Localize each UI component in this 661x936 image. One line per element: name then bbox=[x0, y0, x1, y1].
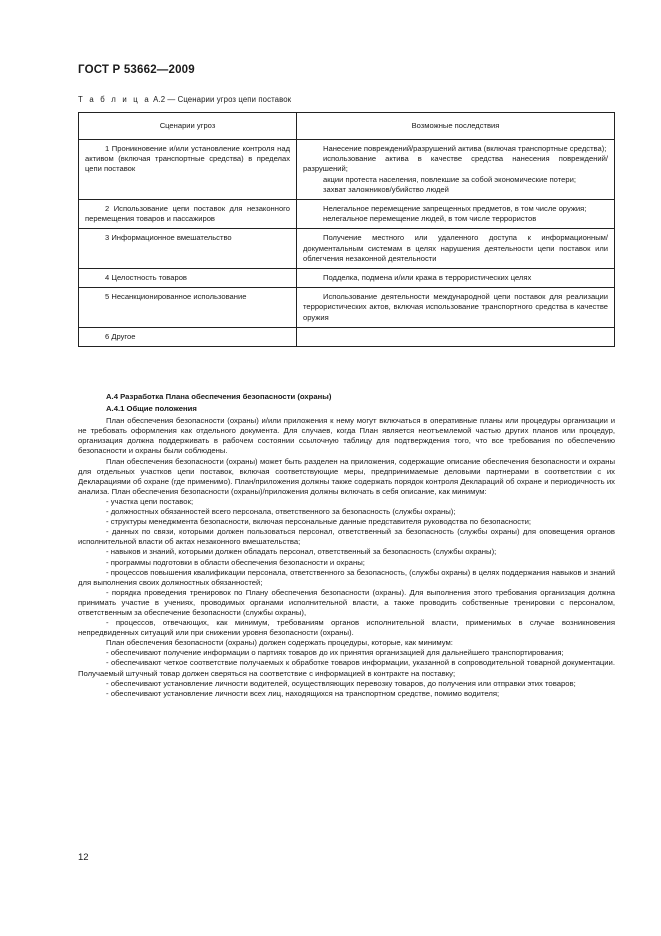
consequence-item: акции протеста населения, повлекшие за собой экономические потери; bbox=[323, 174, 576, 184]
list-item: - структуры менеджмента безопасности, включая персональные данные представителя руководства по безопасности; bbox=[106, 517, 532, 527]
table-header-row bbox=[79, 113, 615, 140]
list-item: - обеспечивают четкое соответствие получаемых к обработке товаров информации, указанной в сопроводительной товарной документации. Получаемый штучный товар должен сверяться на соответствие с информацией в контракте на поставку; bbox=[78, 658, 615, 678]
section-body bbox=[78, 392, 615, 699]
list-item: - должностных обязанностей всего персонала, ответственного за безопасность (службы охраны); bbox=[106, 507, 456, 517]
scenario-cell: 4 Целостность товаров bbox=[79, 269, 297, 288]
list-item: - навыков и знаний, которыми должен обладать персонал, ответственный за безопасность (службы охраны); bbox=[106, 547, 497, 557]
section-subheading: А.4.1 Общие положения bbox=[106, 404, 197, 414]
table-row bbox=[79, 140, 615, 200]
table-row bbox=[79, 269, 615, 288]
consequence-item: захват заложников/убийство людей bbox=[323, 184, 449, 194]
table-caption-label: Т а б л и ц а bbox=[78, 95, 151, 104]
consequences-cell bbox=[297, 200, 615, 229]
list-item: - процессов, отвечающих, как минимум, требованиям органов исполнительной власти, применимых в случае возникновения непредвиденных ситуаций или при снижении уровня безопасности (охраны). bbox=[78, 618, 615, 638]
document-header: ГОСТ Р 53662—2009 bbox=[78, 64, 195, 76]
consequence-item: Нанесение повреждений/разрушений актива (включая транспортные средства); bbox=[323, 144, 607, 153]
list-item: - процессов повышения квалификации персонала, ответственного за безопасность, (службы охраны) в целях поддержания навыков и знаний для выполнения своих должностных обязанностей; bbox=[78, 567, 615, 587]
page-number: 12 bbox=[78, 852, 89, 863]
consequences-cell bbox=[297, 288, 615, 328]
list-item: - порядка проведения тренировок по Плану обеспечения безопасности (охраны). Для выполнения этого требования организация должна принимать участие в учениях, проводимых органами исполнительной власти, а также проводить собственные тренировки с персоналом, ответственным за обеспечение безопасности (службы охраны), bbox=[78, 587, 615, 617]
consequence-item: Использование деятельности международной цепи поставок для реализации террористических актов, включая использование транспортного средства в качестве оружия bbox=[303, 292, 608, 322]
paragraph: План обеспечения безопасности (охраны) может быть разделен на приложения, содержащие описание обеспечения безопасности и охраны для отдельных участков цепи поставок, включая соответствующие меры, предпринимаемые деловыми партнерами в соответствии с их Декларациями об охране (где применимо). План/приложения должны также содержать порядок контроля Деклараций об охране и периодичность их анализа. План обеспечения безопасности (охраны)/приложения должны включать в себя описание, как минимум: bbox=[78, 456, 615, 496]
table-row bbox=[79, 200, 615, 229]
scenario-cell: 6 Другое bbox=[79, 327, 297, 346]
list-item: - обеспечивают установление личности всех лиц, находящихся на транспортном средстве, помимо водителя; bbox=[106, 688, 500, 698]
table-row bbox=[79, 229, 615, 269]
consequences-cell bbox=[297, 327, 615, 346]
consequence-item: Получение местного или удаленного доступа к информационным/документальным системам в целях нарушения деятельности цепи поставок или облегчения незаконной деятельности bbox=[303, 233, 608, 263]
scenario-cell: 5 Несанкционированное использование bbox=[79, 288, 297, 328]
list-item: - обеспечивают установление личности водителей, осуществляющих перевозку товаров, до получения или отправки этих товаров; bbox=[106, 678, 576, 688]
column-header-consequences: Возможные последствия bbox=[297, 113, 615, 140]
paragraph: План обеспечения безопасности (охраны) и/или приложения к нему могут включаться в оперативные планы или процедуры организации и не требовать оформления как отдельного документа. Для случаев, когда План является неотъемлемой частью других планов или процедур, организация должна поддерживать в рабочем состоянии ссылочную таблицу для подтверждения того, что все требования по обеспечению безопасности и охраны были соблюдены. bbox=[78, 416, 615, 456]
consequence-item: использование актива в качестве средства нанесения повреждений/разрушений; bbox=[303, 154, 608, 174]
list-item: - обеспечивают получение информации о партиях товаров до их принятия организацией для дальнейшего транспортирования; bbox=[106, 648, 564, 658]
section-heading: А.4 Разработка Плана обеспечения безопасности (охраны) bbox=[106, 392, 332, 401]
table-caption bbox=[78, 95, 291, 104]
paragraph: План обеспечения безопасности (охраны) должен содержать процедуры, которые, как минимум: bbox=[106, 638, 453, 648]
consequence-item: Подделка, подмена и/или кража в террористических целях bbox=[323, 273, 532, 283]
consequence-item: нелегальное перемещение людей, в том числе террористов bbox=[323, 214, 537, 224]
scenario-cell: 2 Использование цепи поставок для незаконного перемещения товаров и пассажиров bbox=[79, 200, 297, 229]
list-item: - участка цепи поставок; bbox=[106, 496, 194, 506]
threat-scenarios-table bbox=[78, 112, 615, 347]
scenario-cell: 1 Проникновение и/или установление контроля над активом (включая транспортные средства) в пределах цепи поставок bbox=[79, 140, 297, 200]
table-row bbox=[79, 288, 615, 328]
column-header-scenarios: Сценарии угроз bbox=[79, 113, 297, 140]
scenario-cell: 3 Информационное вмешательство bbox=[79, 229, 297, 269]
list-item: - данных по связи, которыми должен пользоваться персонал, ответственный за безопасность (службы охраны) для оповещения органов исполнительной власти об актах незаконного вмешательства; bbox=[78, 527, 615, 547]
consequence-item: Нелегальное перемещение запрещенных предметов, в том числе оружия; bbox=[323, 204, 587, 214]
consequences-cell bbox=[297, 140, 615, 200]
consequences-cell bbox=[297, 229, 615, 269]
table-caption-text: А.2 — Сценарии угроз цепи поставок bbox=[153, 95, 292, 104]
table-row bbox=[79, 327, 615, 346]
consequences-cell bbox=[297, 269, 615, 288]
list-item: - программы подготовки в области обеспечения безопасности и охраны; bbox=[106, 557, 365, 567]
